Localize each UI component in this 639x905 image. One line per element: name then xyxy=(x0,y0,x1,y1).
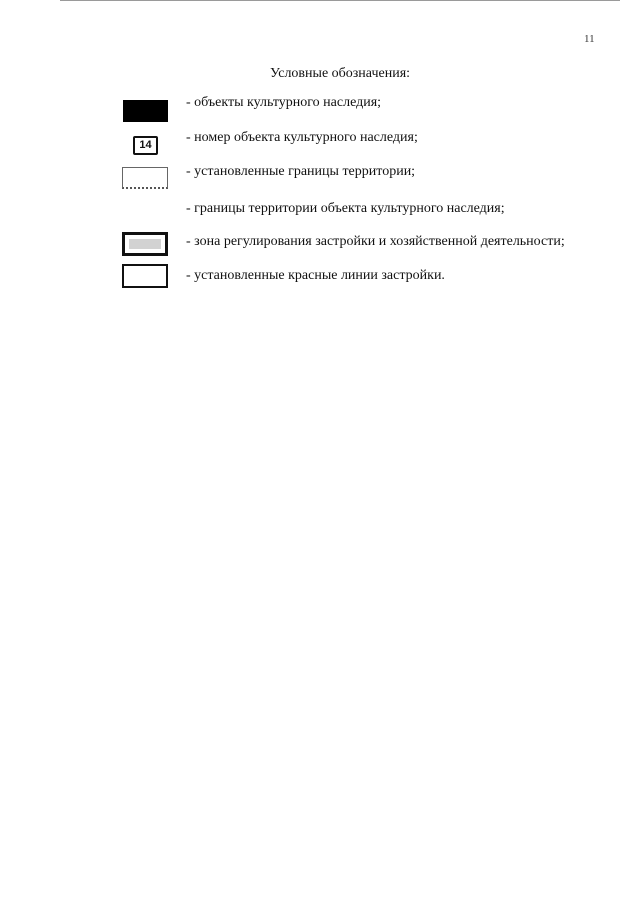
legend-item-territory-boundaries xyxy=(0,164,639,191)
thick-border-shaded-rectangle-icon xyxy=(122,232,168,256)
legend-item-heritage-number xyxy=(0,130,639,159)
legend-item-heritage-objects xyxy=(0,95,639,123)
legend-item-label: - зона регулирования застройки и хозяйственной деятельности; xyxy=(186,234,565,249)
legend-item-red-lines xyxy=(0,264,639,288)
page-number: 11 xyxy=(584,33,595,45)
top-scan-edge xyxy=(60,0,620,1)
outline-rectangle-icon xyxy=(122,264,168,288)
legend-item-label: - объекты культурного наследия; xyxy=(186,95,382,110)
legend-item-heritage-territory-boundaries xyxy=(0,201,639,229)
dotted-outline-rectangle-icon xyxy=(122,167,168,189)
numbered-box-icon: 14 xyxy=(133,136,158,155)
legend-title: Условные обозначения: xyxy=(270,66,411,81)
legend-item-label: - установленные границы территории; xyxy=(186,164,416,179)
legend-item-label: - границы территории объекта культурного наследия; xyxy=(186,201,505,216)
filled-black-rectangle-icon xyxy=(123,100,168,122)
zone-fill xyxy=(129,239,161,249)
legend-item-label: - установленные красные линии застройки. xyxy=(186,268,445,283)
legend-item-regulation-zone xyxy=(0,232,639,256)
legend-item-label: - номер объекта культурного наследия; xyxy=(186,130,418,145)
